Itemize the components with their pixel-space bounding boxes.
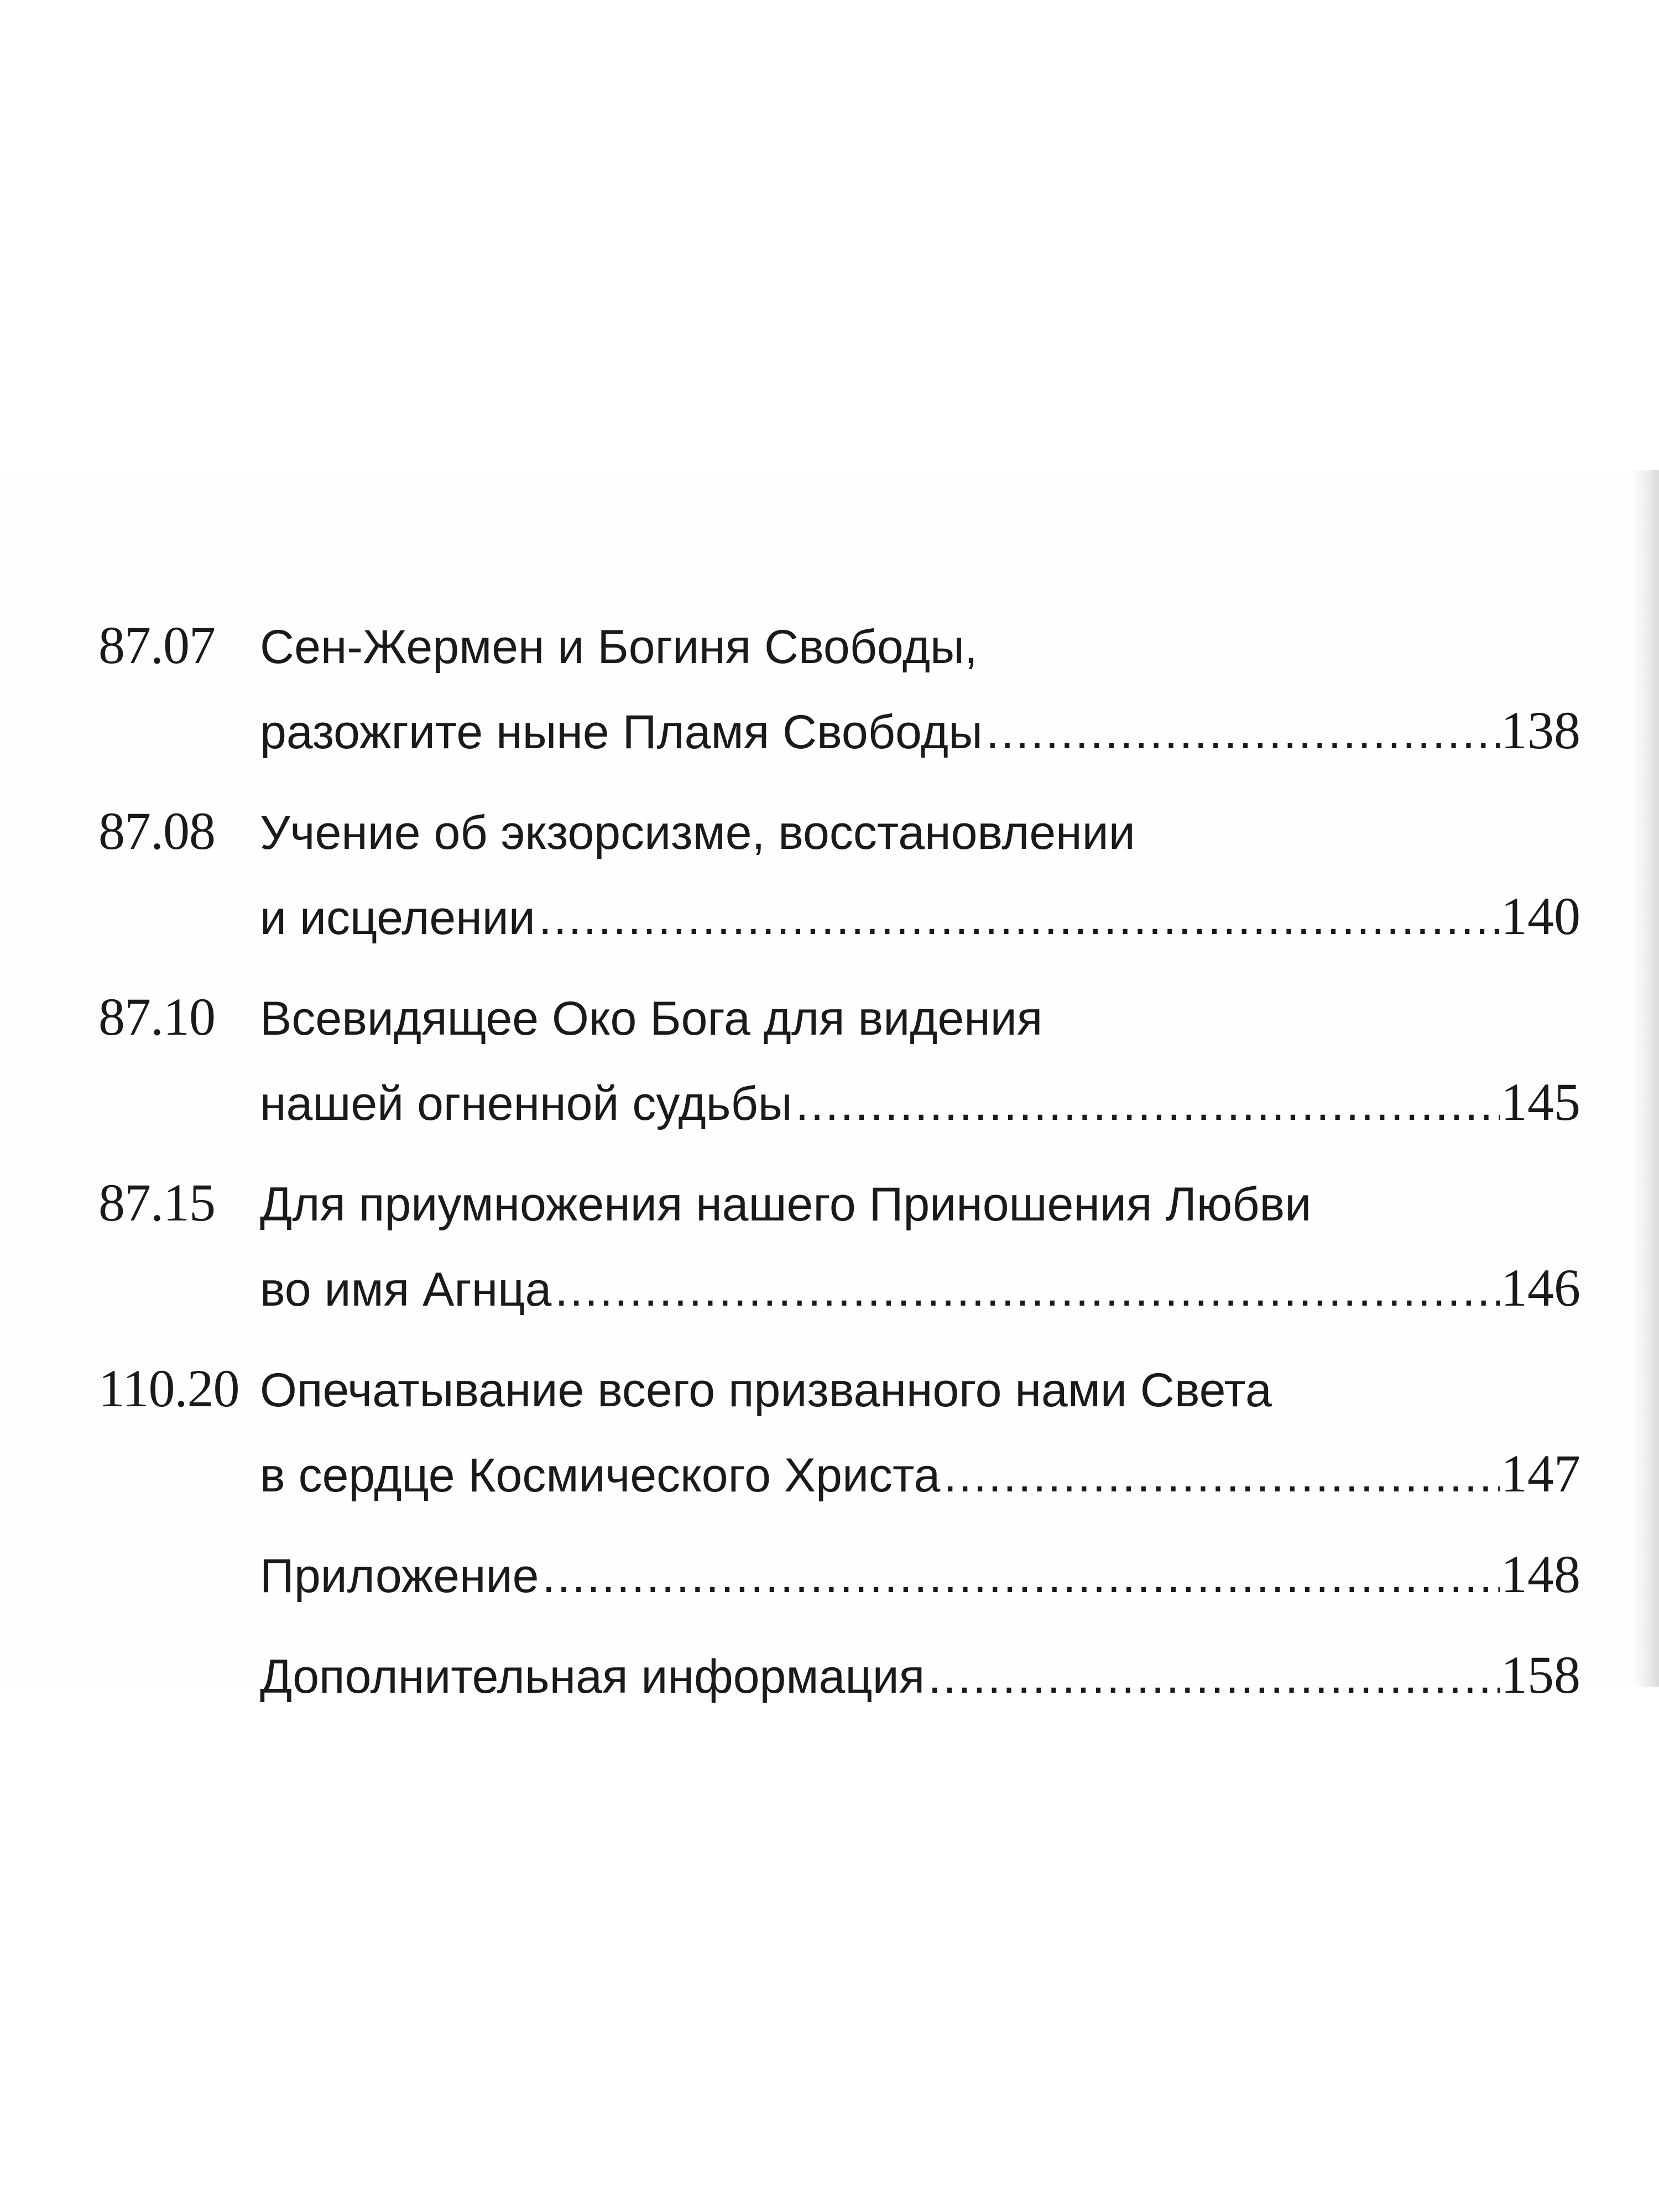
toc-entry-second-line — [98, 874, 1580, 959]
dot-leader — [539, 875, 1500, 961]
toc-entry-title-continued: разожгите ныне Пламя Свободы — [260, 706, 983, 759]
toc-entry-first-line — [98, 974, 1580, 1060]
toc-entry-title-continued: нашей огненной судьбы — [260, 1077, 792, 1130]
dot-leader — [986, 690, 1500, 775]
dot-leader — [943, 1433, 1500, 1518]
toc-entry-first-line — [98, 789, 1580, 874]
toc-entry-title: Опечатывание всего призванного нами Света — [260, 1364, 1272, 1417]
table-of-contents — [98, 603, 1580, 1733]
dot-leader — [542, 1533, 1500, 1619]
toc-appendix-line — [98, 1532, 1580, 1617]
dot-leader — [796, 1061, 1500, 1146]
toc-additional-info-line — [98, 1632, 1580, 1718]
toc-entry-page: 145 — [1501, 1072, 1580, 1131]
toc-entry — [98, 789, 1580, 959]
toc-entry-first-line — [98, 603, 1580, 688]
toc-appendix-page: 148 — [1501, 1545, 1580, 1604]
dot-leader — [928, 1634, 1500, 1719]
toc-entry-page: 140 — [1501, 886, 1580, 946]
toc-entry-title: Учение об экзорсизме, восстановлении — [260, 806, 1135, 859]
toc-entry-page: 147 — [1501, 1444, 1580, 1503]
toc-entry — [98, 1346, 1580, 1516]
toc-entry-first-line — [98, 1346, 1580, 1431]
toc-entry — [98, 974, 1580, 1145]
toc-entry-title-continued: в сердце Космического Христа — [260, 1449, 941, 1502]
toc-entry-second-line — [98, 688, 1580, 773]
toc-additional-info-title: Дополнительная информация — [260, 1650, 925, 1703]
toc-entry-number: 110.20 — [98, 1359, 239, 1418]
toc-entry-title: Всевидящее Око Бога для видения — [260, 992, 1043, 1045]
toc-appendix-entry — [98, 1532, 1580, 1617]
toc-appendix-title: Приложение — [260, 1550, 539, 1603]
toc-entry — [98, 1160, 1580, 1331]
toc-entry-title-continued: во имя Агнца — [260, 1263, 552, 1316]
toc-entry-second-line — [98, 1060, 1580, 1145]
toc-entry-title-continued: и исцелении — [260, 891, 535, 945]
toc-entry-number: 87.07 — [98, 615, 215, 675]
toc-entry-title: Для приумножения нашего Приношения Любви — [260, 1178, 1312, 1231]
toc-entry-first-line — [98, 1160, 1580, 1245]
toc-entry-title: Сен-Жермен и Богиня Свободы, — [260, 620, 978, 674]
toc-entry-page: 138 — [1501, 701, 1580, 760]
toc-entry-number: 87.08 — [98, 801, 215, 860]
page-edge-shadow — [1631, 470, 1659, 1687]
toc-entry-second-line — [98, 1245, 1580, 1331]
toc-entry-number: 87.10 — [98, 987, 215, 1046]
toc-additional-info-entry — [98, 1632, 1580, 1718]
dot-leader — [555, 1247, 1500, 1332]
toc-additional-info-page: 158 — [1501, 1645, 1580, 1704]
toc-entry-page: 146 — [1501, 1258, 1580, 1317]
toc-entry-second-line — [98, 1431, 1580, 1516]
toc-entry-number: 87.15 — [98, 1173, 215, 1232]
toc-entry — [98, 603, 1580, 773]
